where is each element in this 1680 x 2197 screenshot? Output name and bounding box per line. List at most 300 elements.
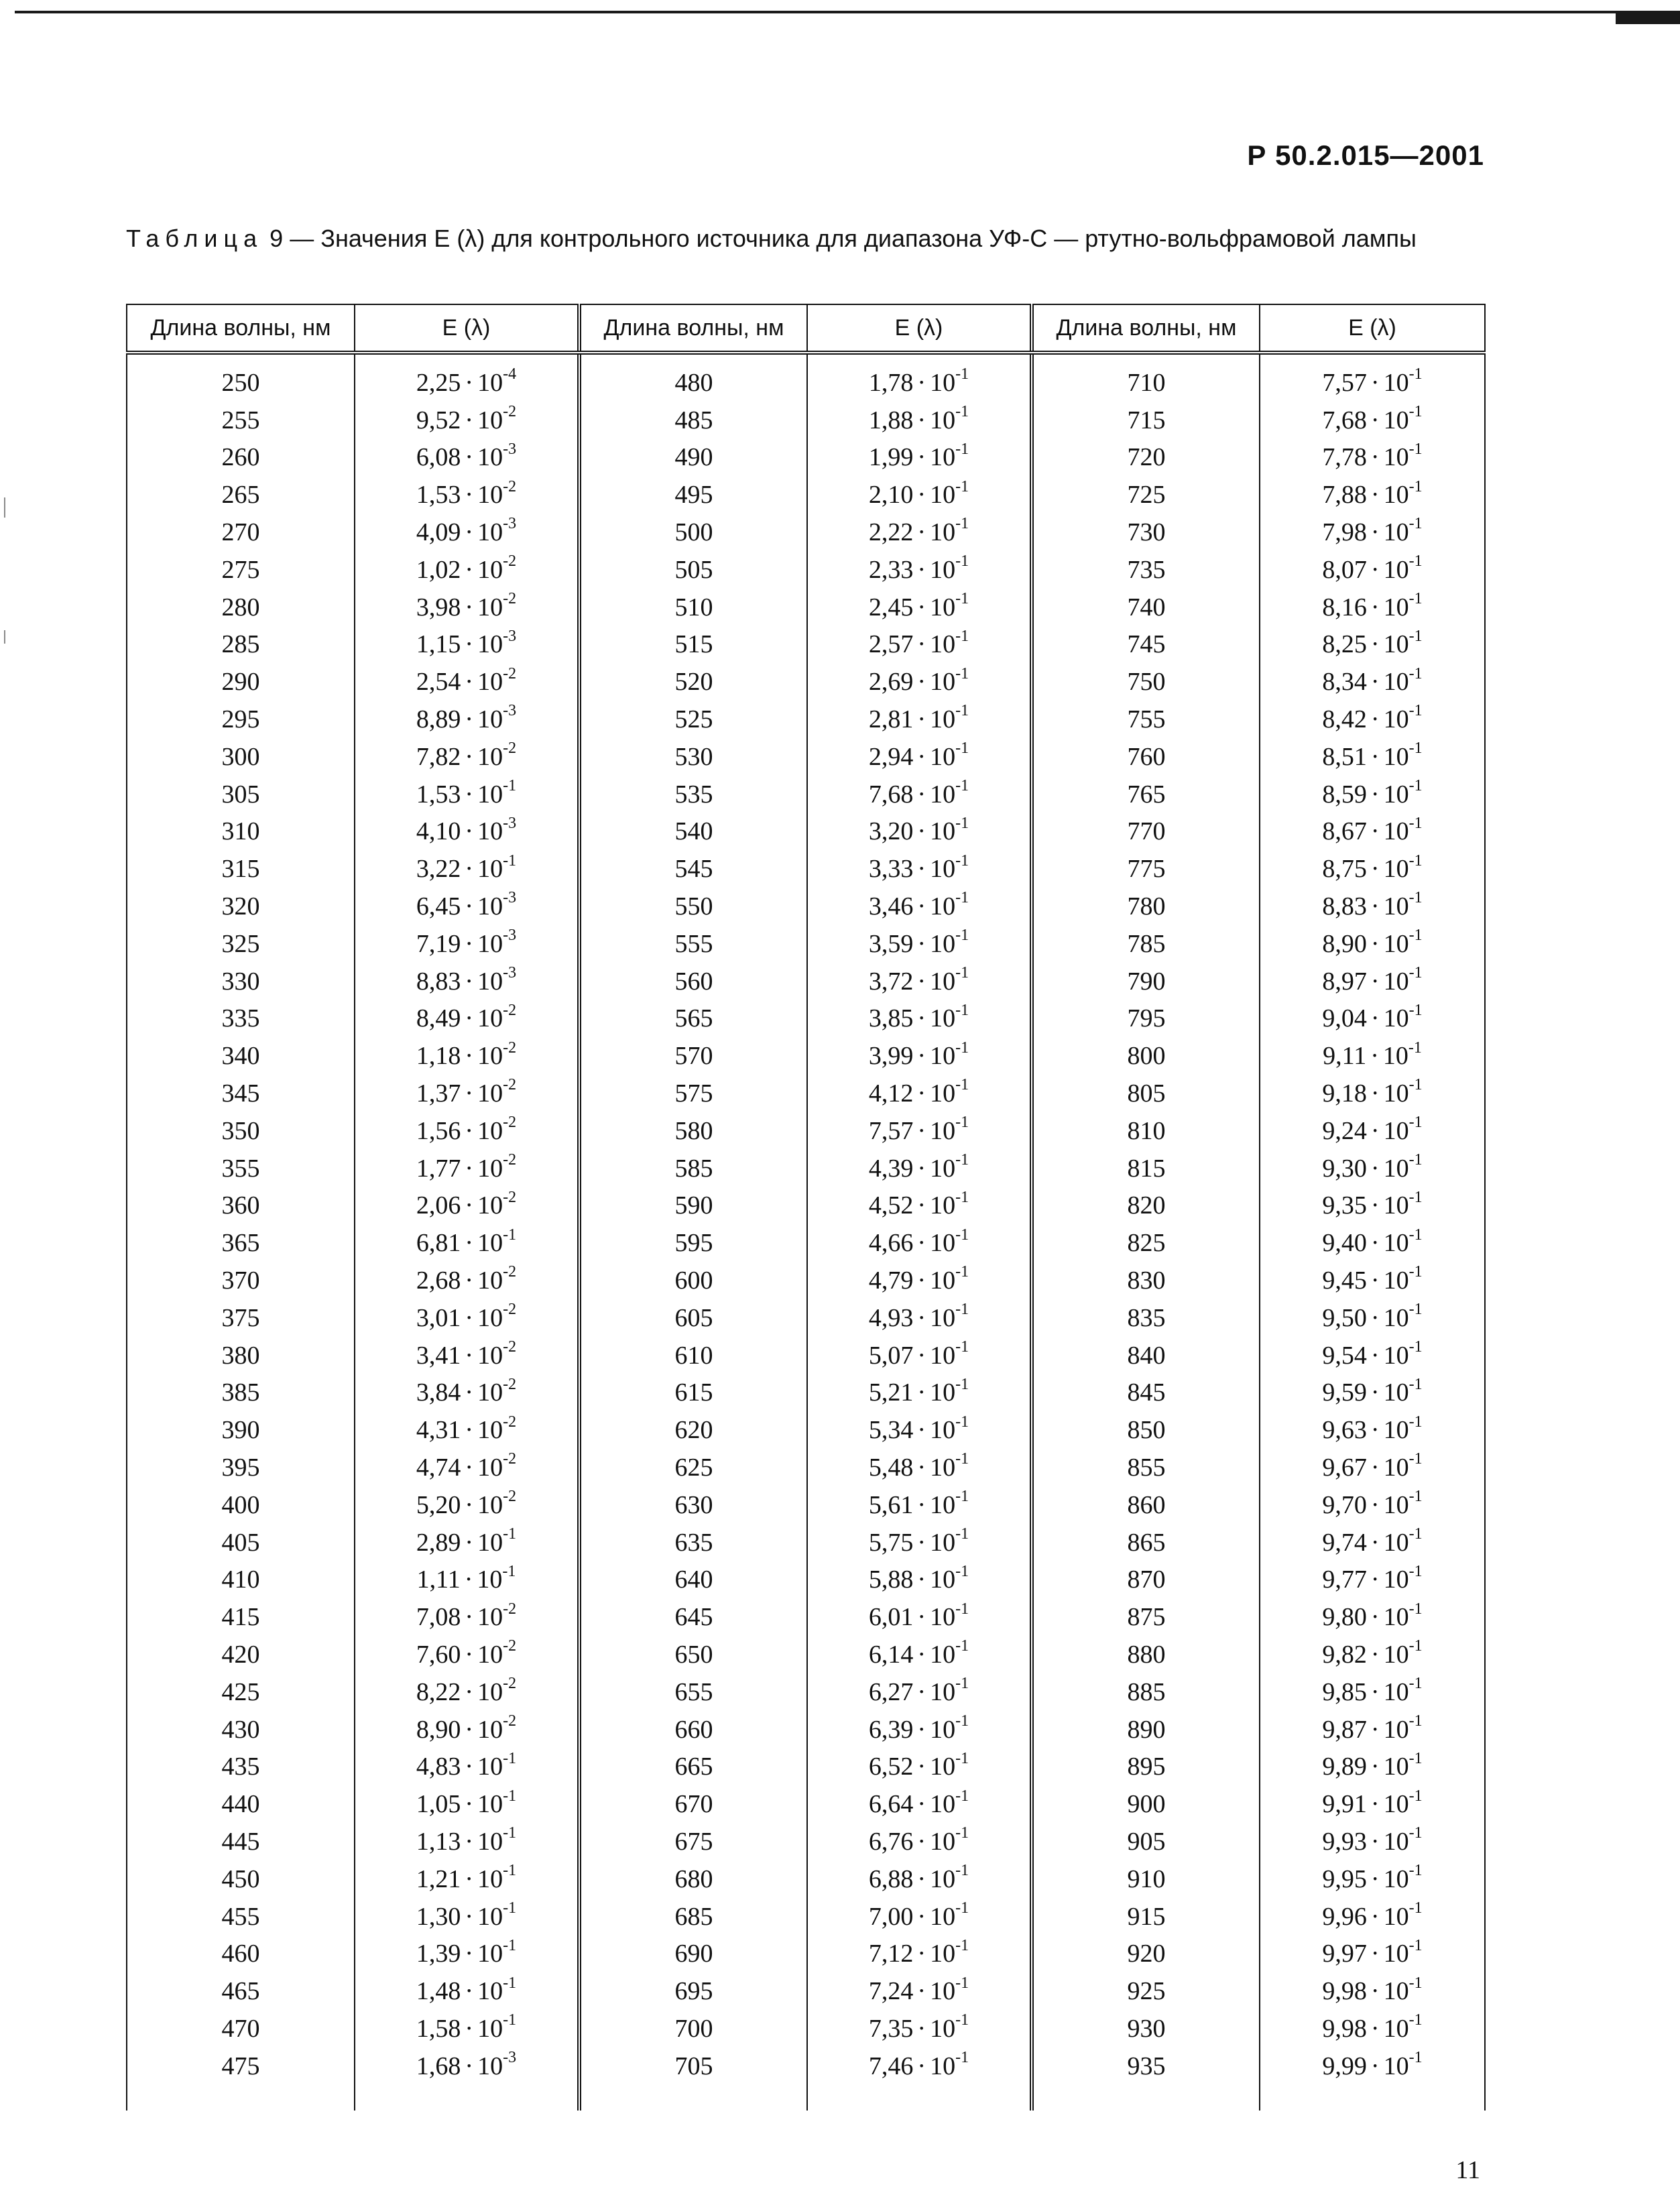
value-exponent: -1: [1408, 739, 1423, 758]
multiply-dot: ·: [917, 1004, 926, 1033]
value-cell: [1260, 738, 1485, 776]
value-base: 10: [477, 1266, 503, 1295]
multiply-dot: ·: [465, 1715, 474, 1744]
value-cell: [1260, 1112, 1485, 1150]
wavelength-cell: 640: [579, 1561, 807, 1599]
value-exponent: -1: [955, 1936, 969, 1954]
value-base: 10: [477, 2014, 503, 2043]
wavelength-cell: 830: [1032, 1262, 1260, 1299]
wavelength-cell: 280: [127, 589, 355, 626]
value-mantissa: 9,40: [1322, 1229, 1367, 1258]
value-cell: [355, 1486, 579, 1524]
value-exponent: -1: [955, 1824, 969, 1842]
value-mantissa: 3,84: [416, 1378, 461, 1407]
value-cell: [1260, 1748, 1485, 1785]
value-base: 10: [1383, 1640, 1409, 1669]
value-base: 10: [477, 406, 503, 434]
value-base: 10: [1383, 1490, 1409, 1519]
value-exponent: -1: [1408, 2011, 1423, 2029]
value-exponent: -1: [955, 2049, 969, 2067]
multiply-dot: ·: [1370, 1677, 1380, 1706]
wavelength-cell: 605: [579, 1299, 807, 1337]
value-mantissa: 4,52: [868, 1191, 914, 1220]
multiply-dot: ·: [917, 518, 926, 547]
value-base: 10: [1383, 1378, 1409, 1407]
value-cell: [355, 1374, 579, 1412]
wavelength-cell: 275: [127, 551, 355, 589]
multiply-dot: ·: [917, 705, 926, 734]
value-exponent: -1: [955, 1375, 969, 1393]
value-exponent: -1: [1408, 552, 1423, 571]
value-cell: [807, 1337, 1032, 1374]
table-row: [127, 1262, 1485, 1299]
value-base: 10: [1383, 742, 1409, 771]
multiply-dot: ·: [917, 406, 926, 434]
wavelength-cell: 825: [1032, 1224, 1260, 1262]
header-wavelength: Длина волны, нм: [1032, 304, 1260, 353]
multiply-dot: ·: [917, 2052, 926, 2080]
header-wavelength: Длина волны, нм: [579, 304, 807, 353]
multiply-dot: ·: [465, 1677, 474, 1706]
value-cell: [807, 813, 1032, 851]
value-base: 10: [1383, 443, 1409, 472]
value-mantissa: 1,30: [416, 1902, 461, 1931]
value-exponent: -1: [955, 814, 969, 832]
multiply-dot: ·: [465, 780, 474, 809]
value-mantissa: 3,72: [868, 967, 914, 996]
multiply-dot: ·: [917, 1977, 926, 2006]
multiply-dot: ·: [465, 1004, 474, 1033]
value-mantissa: 3,99: [868, 1042, 914, 1071]
wavelength-cell: 620: [579, 1411, 807, 1449]
multiply-dot: ·: [1370, 1940, 1380, 1968]
value-mantissa: 9,11: [1323, 1042, 1367, 1071]
value-exponent: -1: [1408, 702, 1423, 720]
value-base: 10: [477, 929, 503, 958]
multiply-dot: ·: [1370, 1266, 1380, 1295]
value-cell: [355, 963, 579, 1000]
value-base: 10: [477, 593, 503, 621]
value-cell: [807, 1150, 1032, 1187]
value-base: 10: [1383, 1827, 1409, 1856]
value-base: 10: [930, 1977, 956, 2006]
value-cell: [807, 2047, 1032, 2111]
value-base: 10: [930, 929, 956, 958]
value-mantissa: 6,88: [868, 1864, 914, 1893]
value-exponent: -1: [1408, 851, 1423, 870]
wavelength-cell: 295: [127, 701, 355, 738]
value-base: 10: [477, 780, 503, 809]
value-cell: [807, 1524, 1032, 1561]
value-exponent: -2: [503, 552, 517, 571]
value-mantissa: 1,58: [416, 2014, 461, 2043]
multiply-dot: ·: [917, 443, 926, 472]
value-cell: [355, 2010, 579, 2047]
value-exponent: -1: [503, 777, 517, 794]
value-exponent: -1: [1408, 1488, 1423, 1506]
multiply-dot: ·: [1370, 1042, 1379, 1071]
value-cell: [355, 850, 579, 888]
value-mantissa: 8,42: [1322, 705, 1367, 734]
value-base: 10: [930, 443, 956, 472]
value-cell: [1260, 1823, 1485, 1860]
value-mantissa: 2,22: [868, 518, 914, 547]
wavelength-cell: 515: [579, 626, 807, 664]
multiply-dot: ·: [465, 855, 474, 884]
table-row: [127, 589, 1485, 626]
wavelength-cell: 775: [1032, 850, 1260, 888]
value-exponent: -1: [503, 1862, 517, 1880]
value-mantissa: 3,59: [868, 929, 914, 958]
value-exponent: -1: [1408, 1150, 1423, 1169]
multiply-dot: ·: [917, 892, 926, 921]
value-mantissa: 3,41: [416, 1341, 461, 1370]
value-base: 10: [930, 1453, 956, 1482]
value-cell: [807, 738, 1032, 776]
value-exponent: -1: [1408, 1712, 1423, 1730]
value-base: 10: [477, 1528, 503, 1557]
value-mantissa: 1,21: [416, 1864, 461, 1893]
value-base: 10: [477, 2052, 503, 2080]
multiply-dot: ·: [917, 1827, 926, 1856]
multiply-dot: ·: [465, 967, 474, 996]
table-row: [127, 353, 1485, 402]
value-base: 10: [477, 855, 503, 884]
wavelength-cell: 520: [579, 663, 807, 701]
table-row: [127, 1486, 1485, 1524]
value-cell: [1260, 1486, 1485, 1524]
value-mantissa: 6,01: [868, 1603, 914, 1632]
value-exponent: -1: [1408, 889, 1423, 907]
value-exponent: -1: [1408, 590, 1423, 608]
value-mantissa: 8,83: [416, 967, 461, 996]
value-mantissa: 4,93: [868, 1303, 914, 1332]
value-cell: [355, 1187, 579, 1225]
value-cell: [1260, 1299, 1485, 1337]
multiply-dot: ·: [465, 406, 474, 434]
value-mantissa: 9,93: [1322, 1827, 1367, 1856]
value-cell: [355, 1935, 579, 1972]
value-base: 10: [1383, 1902, 1409, 1931]
wavelength-cell: 865: [1032, 1524, 1260, 1561]
table-row: [127, 402, 1485, 439]
value-exponent: -1: [1408, 1301, 1423, 1319]
value-base: 10: [930, 1416, 956, 1445]
multiply-dot: ·: [465, 1378, 474, 1407]
multiply-dot: ·: [1370, 1191, 1380, 1220]
value-exponent: -1: [503, 1936, 517, 1954]
multiply-dot: ·: [917, 1490, 926, 1519]
value-base: 10: [930, 1864, 956, 1893]
wavelength-cell: 370: [127, 1262, 355, 1299]
multiply-dot: ·: [917, 1902, 926, 1931]
value-cell: [807, 1860, 1032, 1898]
value-base: 10: [930, 1715, 956, 1744]
multiply-dot: ·: [917, 1677, 926, 1706]
wavelength-cell: 925: [1032, 1972, 1260, 2010]
value-mantissa: 1,88: [868, 406, 914, 434]
value-base: 10: [930, 855, 956, 884]
wavelength-cell: 910: [1032, 1860, 1260, 1898]
value-cell: [807, 1935, 1032, 1972]
value-exponent: -1: [1408, 814, 1423, 832]
value-exponent: -1: [1408, 963, 1423, 982]
value-cell: [355, 1411, 579, 1449]
value-mantissa: 7,19: [416, 929, 461, 958]
value-cell: [1260, 888, 1485, 925]
multiply-dot: ·: [917, 1416, 926, 1445]
wavelength-cell: 770: [1032, 813, 1260, 851]
wavelength-cell: 545: [579, 850, 807, 888]
table-header-row: [127, 304, 1485, 353]
multiply-dot: ·: [1370, 1004, 1380, 1033]
value-cell: [1260, 1075, 1485, 1112]
value-exponent: -1: [955, 1787, 969, 1805]
value-cell: [1260, 1374, 1485, 1412]
value-mantissa: 5,34: [868, 1416, 914, 1445]
value-mantissa: 9,77: [1322, 1565, 1367, 1594]
wavelength-cell: 720: [1032, 439, 1260, 477]
multiply-dot: ·: [1370, 630, 1380, 659]
value-cell: [1260, 1898, 1485, 1936]
value-exponent: -1: [1408, 440, 1423, 458]
value-base: 10: [1383, 1004, 1409, 1033]
multiply-dot: ·: [465, 593, 474, 621]
value-mantissa: 1,56: [416, 1116, 461, 1145]
table-row: [127, 1374, 1485, 1412]
value-cell: [807, 776, 1032, 813]
value-exponent: -1: [955, 1226, 969, 1244]
table-row: [127, 1898, 1485, 1936]
multiply-dot: ·: [1370, 481, 1380, 510]
value-base: 10: [930, 1004, 956, 1033]
value-base: 10: [1383, 2052, 1409, 2080]
table-row: [127, 476, 1485, 514]
value-exponent: -1: [1408, 1038, 1422, 1057]
value-exponent: -1: [1408, 1787, 1423, 1805]
wavelength-cell: 375: [127, 1299, 355, 1337]
value-cell: [807, 353, 1032, 402]
value-exponent: -1: [1408, 1114, 1423, 1132]
header-value: E (λ): [1260, 304, 1485, 353]
value-cell: [1260, 1598, 1485, 1636]
wavelength-cell: 460: [127, 1935, 355, 1972]
value-exponent: -3: [503, 515, 517, 533]
value-base: 10: [930, 705, 956, 734]
wavelength-cell: 805: [1032, 1075, 1260, 1112]
multiply-dot: ·: [465, 1902, 474, 1931]
value-mantissa: 9,80: [1322, 1603, 1367, 1632]
table-row: [127, 1411, 1485, 1449]
value-cell: [807, 1262, 1032, 1299]
multiply-dot: ·: [1370, 1977, 1380, 2006]
value-exponent: -1: [955, 1712, 969, 1730]
value-base: 10: [1383, 668, 1409, 697]
multiply-dot: ·: [1370, 705, 1380, 734]
table-row: [127, 1935, 1485, 1972]
value-exponent: -2: [503, 590, 517, 608]
wavelength-cell: 755: [1032, 701, 1260, 738]
value-base: 10: [477, 630, 503, 659]
value-cell: [807, 402, 1032, 439]
multiply-dot: ·: [917, 1303, 926, 1332]
multiply-dot: ·: [917, 929, 926, 958]
wavelength-cell: 535: [579, 776, 807, 813]
value-mantissa: 1,78: [868, 368, 914, 397]
value-exponent: -3: [503, 889, 517, 907]
value-exponent: -2: [503, 1114, 517, 1132]
value-exponent: -1: [1408, 1562, 1423, 1580]
multiply-dot: ·: [1370, 929, 1380, 958]
wavelength-cell: 705: [579, 2047, 807, 2111]
multiply-dot: ·: [465, 368, 474, 397]
multiply-dot: ·: [917, 1453, 926, 1482]
value-exponent: -1: [955, 440, 969, 458]
wavelength-cell: 645: [579, 1598, 807, 1636]
value-base: 10: [930, 817, 956, 846]
table-body: [127, 353, 1485, 2111]
multiply-dot: ·: [917, 1266, 926, 1295]
value-exponent: -1: [955, 1150, 969, 1169]
value-exponent: -3: [503, 627, 517, 645]
value-exponent: -2: [503, 403, 517, 421]
value-exponent: -1: [955, 1562, 969, 1580]
multiply-dot: ·: [465, 668, 474, 697]
value-cell: [1260, 1860, 1485, 1898]
value-mantissa: 9,97: [1322, 1940, 1367, 1968]
multiply-dot: ·: [1370, 1565, 1380, 1594]
value-cell: [807, 1711, 1032, 1748]
wavelength-cell: 255: [127, 402, 355, 439]
multiply-dot: ·: [465, 1753, 474, 1781]
value-mantissa: 8,75: [1322, 855, 1367, 884]
value-exponent: -1: [955, 477, 969, 495]
value-mantissa: 3,33: [868, 855, 914, 884]
value-mantissa: 6,45: [416, 892, 461, 921]
value-base: 10: [1383, 368, 1409, 397]
value-cell: [355, 1748, 579, 1785]
value-exponent: -1: [955, 777, 969, 794]
value-base: 10: [1383, 481, 1409, 510]
value-base: 10: [930, 1753, 956, 1781]
wavelength-cell: 820: [1032, 1187, 1260, 1225]
value-cell: [355, 2047, 579, 2111]
wavelength-cell: 875: [1032, 1598, 1260, 1636]
wavelength-cell: 610: [579, 1337, 807, 1374]
value-base: 10: [1383, 780, 1409, 809]
table-row: [127, 1673, 1485, 1711]
value-cell: [807, 1187, 1032, 1225]
top-border-line: [15, 11, 1680, 13]
value-base: 10: [1383, 1528, 1409, 1557]
value-exponent: -1: [1408, 1899, 1423, 1917]
value-exponent: -1: [955, 1301, 969, 1319]
value-base: 10: [930, 1603, 956, 1632]
value-cell: [807, 439, 1032, 477]
value-exponent: -3: [503, 927, 517, 945]
value-mantissa: 1,37: [416, 1079, 461, 1108]
value-base: 10: [1383, 1603, 1409, 1632]
table-row: [127, 963, 1485, 1000]
value-cell: [807, 2010, 1032, 2047]
value-base: 10: [1383, 1154, 1409, 1183]
multiply-dot: ·: [1370, 967, 1380, 996]
value-base: 10: [1383, 1715, 1409, 1744]
multiply-dot: ·: [465, 1416, 474, 1445]
value-cell: [355, 888, 579, 925]
value-exponent: -1: [955, 1076, 969, 1094]
value-base: 10: [930, 1079, 956, 1108]
wavelength-cell: 760: [1032, 738, 1260, 776]
value-mantissa: 5,61: [868, 1490, 914, 1519]
value-cell: [807, 1112, 1032, 1150]
value-mantissa: 8,89: [416, 705, 461, 734]
value-base: 10: [477, 1004, 503, 1033]
wavelength-cell: 490: [579, 439, 807, 477]
table-row: [127, 1224, 1485, 1262]
value-mantissa: 9,70: [1322, 1490, 1367, 1519]
wavelength-cell: 595: [579, 1224, 807, 1262]
value-cell: [355, 1711, 579, 1748]
wavelength-cell: 565: [579, 1000, 807, 1038]
value-mantissa: 5,21: [868, 1378, 914, 1407]
wavelength-cell: 430: [127, 1711, 355, 1748]
value-cell: [355, 551, 579, 589]
value-cell: [355, 1150, 579, 1187]
multiply-dot: ·: [1370, 1378, 1380, 1407]
value-mantissa: 1,05: [416, 1790, 461, 1819]
value-exponent: -2: [503, 1637, 517, 1655]
value-mantissa: 2,06: [416, 1191, 461, 1220]
multiply-dot: ·: [1370, 892, 1380, 921]
table-row: [127, 1785, 1485, 1823]
multiply-dot: ·: [917, 1191, 926, 1220]
value-exponent: -1: [1408, 1974, 1423, 1992]
value-cell: [1260, 1711, 1485, 1748]
multiply-dot: ·: [465, 1490, 474, 1519]
value-base: 10: [930, 1042, 956, 1071]
value-mantissa: 5,88: [868, 1565, 914, 1594]
wavelength-cell: 935: [1032, 2047, 1260, 2111]
value-mantissa: 6,39: [868, 1715, 914, 1744]
wavelength-cell: 590: [579, 1187, 807, 1225]
value-base: 10: [930, 1677, 956, 1706]
wavelength-cell: 530: [579, 738, 807, 776]
wavelength-cell: 700: [579, 2010, 807, 2047]
value-base: 10: [477, 668, 503, 697]
value-cell: [355, 514, 579, 551]
table-row: [127, 1524, 1485, 1561]
value-mantissa: 2,57: [868, 630, 914, 659]
value-mantissa: 1,02: [416, 555, 461, 584]
value-base: 10: [930, 780, 956, 809]
value-base: 10: [477, 1042, 503, 1071]
value-mantissa: 7,68: [868, 780, 914, 809]
multiply-dot: ·: [1370, 406, 1380, 434]
value-mantissa: 1,15: [416, 630, 461, 659]
value-cell: [1260, 1524, 1485, 1561]
value-mantissa: 6,64: [868, 1790, 914, 1819]
wavelength-cell: 475: [127, 2047, 355, 2111]
multiply-dot: ·: [917, 1042, 926, 1071]
value-mantissa: 8,59: [1322, 780, 1367, 809]
multiply-dot: ·: [917, 1603, 926, 1632]
value-exponent: -1: [955, 851, 969, 870]
multiply-dot: ·: [1370, 1116, 1380, 1145]
value-exponent: -1: [1408, 1862, 1423, 1880]
wavelength-cell: 360: [127, 1187, 355, 1225]
value-base: 10: [930, 368, 956, 397]
